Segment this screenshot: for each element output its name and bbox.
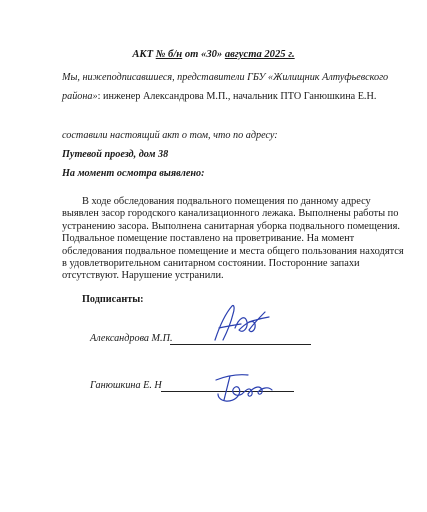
findings-line: обследования подвальное помещение и места общего пользования находятся <box>62 245 404 257</box>
findings-line: В ходе обследования подвального помещения по данному адресу <box>82 196 371 207</box>
signer-name-2: Ганюшкина Е. Н <box>90 380 162 391</box>
intro-line-2: района»: инженер Александрова М.П., начальник ПТО Ганюшкина Е.Н. <box>62 91 377 102</box>
findings-line: отсутствуют. Нарушение устранили. <box>62 270 224 282</box>
findings-line: Подвальное помещение поставлено на проветривание. На момент <box>62 233 355 245</box>
signature-1-image <box>205 300 275 350</box>
finding-header: На момент осмотра выявлено: <box>62 168 205 179</box>
findings-line: устранению засора. Выполнена санитарная уборка подвального помещения. <box>62 220 400 232</box>
act-date: августа 2025 г. <box>224 49 295 60</box>
address-intro: составили настоящий акт о том, что по адресу: <box>62 130 278 141</box>
signatories-header: Подписанты: <box>82 294 144 305</box>
act-title: АКТ № б/н от «30» августа 2025 г. <box>132 49 295 60</box>
findings-line: в удовлетворительном санитарном состоянии. Посторонние запахи <box>62 258 360 270</box>
signature-2-image <box>208 368 278 408</box>
address: Путевой проезд, дом 38 <box>62 149 169 160</box>
findings-line: выявлен засор городского канализационного лежака. Выполнены работы по <box>62 208 399 220</box>
inspection-findings <box>62 196 404 283</box>
intro-line-1: Мы, нижеподписавшиеся, представители ГБУ «Жилищник Алтуфьевского <box>62 72 389 83</box>
act-number: № б/н <box>155 49 183 60</box>
signer-name-1: Александрова М.П. <box>90 333 173 344</box>
